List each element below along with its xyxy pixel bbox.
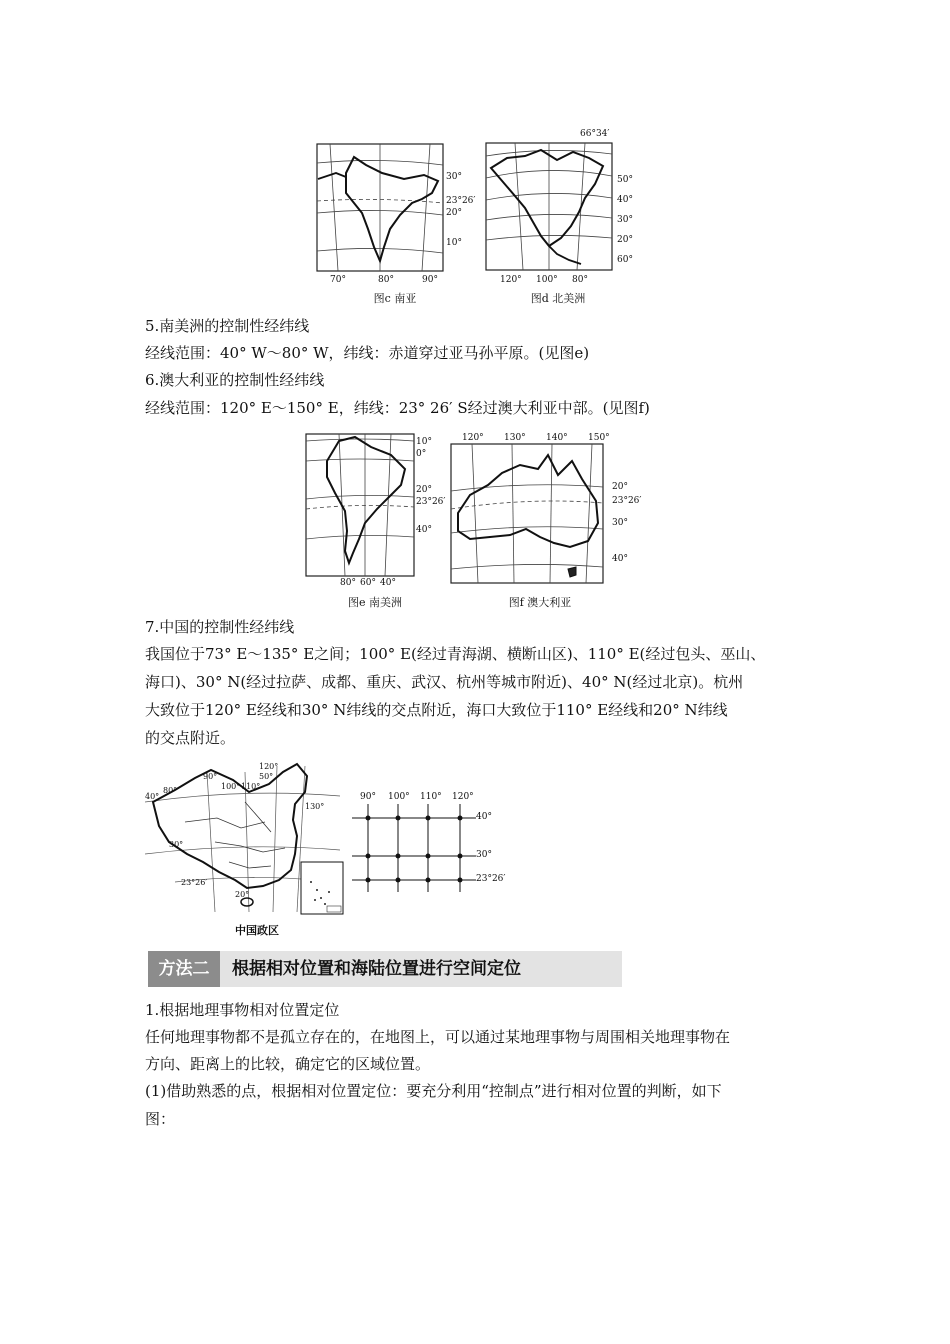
lat-label: 40°	[476, 812, 492, 822]
section-6-heading: 6.澳大利亚的控制性经纬线	[145, 371, 325, 389]
lon-label: 40°	[380, 578, 396, 588]
section-7-line: 大致位于120° E经线和30° N纬线的交点附近，海口大致位于110° E经线和20° N纬线	[145, 701, 728, 719]
china-map-caption: 中国政区	[235, 924, 279, 937]
figure-e-caption: 图e 南美洲	[347, 596, 402, 609]
lat-label: 30°	[476, 850, 492, 860]
lon-label: 90°	[422, 275, 438, 285]
figure-d-lat-labels	[580, 128, 609, 140]
map-label: 50°	[259, 772, 274, 781]
lat-label: 40°	[617, 195, 633, 205]
section-7-heading: 7.中国的控制性经纬线	[145, 618, 295, 636]
section-7-line: 的交点附近。	[145, 729, 236, 747]
lon-label: 140°	[546, 433, 568, 443]
map-label: 100°	[221, 782, 241, 791]
method-2-p1-heading: 1.根据地理事物相对位置定位	[145, 1001, 340, 1019]
section-7-line: 海口)、30° N(经过拉萨、成都、重庆、武汉、杭州等城市附近)、40° N(经过北京)。杭州	[145, 673, 744, 691]
lat-label: 23°26′	[446, 196, 476, 206]
figure-e-lat-labels	[416, 436, 445, 536]
lon-label: 130°	[504, 433, 526, 443]
figure-d-north-america-map	[485, 142, 615, 272]
method-2-banner	[148, 951, 622, 987]
figure-d-caption: 图d 北美洲	[530, 292, 586, 305]
lon-label: 100°	[388, 792, 410, 802]
lat-label: 10°	[416, 437, 432, 447]
figure-d-lat-labels-right	[617, 170, 633, 270]
lat-label: 50°	[617, 175, 633, 185]
lon-label: 80°	[340, 578, 356, 588]
lat-label: 20°	[416, 485, 432, 495]
map-label: 80°	[163, 786, 178, 795]
lon-label: 110°	[420, 792, 442, 802]
lat-label: 10°	[446, 238, 462, 248]
lon-label: 150°	[588, 433, 610, 443]
lat-label: 40°	[612, 554, 628, 564]
map-label: 90°	[203, 772, 218, 781]
section-5-heading: 5.南美洲的控制性经纬线	[145, 317, 310, 335]
map-label: 130°	[305, 802, 325, 811]
grid-lat-labels	[476, 812, 526, 892]
map-label: 40°	[145, 792, 160, 801]
figure-f-caption: 图f 澳大利亚	[508, 596, 572, 609]
method-2-tag: 方法二	[148, 951, 220, 987]
method-2-p1-line: 任何地理事物都不是孤立存在的，在地图上，可以通过某地理事物与周围相关地理事物在	[145, 1028, 731, 1046]
lon-label: 100°	[536, 275, 558, 285]
figure-e-south-america-map	[305, 433, 415, 578]
method-2-p2-line: 图：	[145, 1110, 176, 1128]
map-label: 20°	[235, 890, 250, 899]
lat-label: 30°	[446, 172, 462, 182]
lat-label: 20°	[617, 235, 633, 245]
lat-label: 30°	[612, 518, 628, 528]
lon-label: 80°	[378, 275, 394, 285]
lat-label: 40°	[416, 525, 432, 535]
lon-label: 60°	[360, 578, 376, 588]
lon-label: 120°	[500, 275, 522, 285]
lat-label: 20°	[612, 482, 628, 492]
method-2-p2-line: (1)借助熟悉的点，根据相对位置定位：要充分利用“控制点”进行相对位置的判断，如下	[145, 1082, 722, 1100]
lat-label: 66°34′	[580, 129, 610, 139]
figure-c-south-asia-map	[316, 143, 464, 273]
method-2-title: 根据相对位置和海陆位置进行空间定位	[232, 959, 521, 979]
lat-label: 0°	[416, 449, 427, 459]
figure-c-caption: 图c 南亚	[373, 292, 417, 305]
lat-label: 20°	[446, 208, 462, 218]
section-5-body: 经线范围：40° W～80° W，纬线：赤道穿过亚马孙平原。(见图e)	[145, 344, 590, 362]
lon-label: 120°	[462, 433, 484, 443]
map-label: 110°	[241, 782, 261, 791]
lat-label: 23°26′	[612, 496, 642, 506]
map-label: 120°	[259, 762, 279, 771]
method-2-p1-line: 方向、距离上的比较，确定它的区域位置。	[145, 1055, 431, 1073]
figure-f-australia-map	[450, 443, 610, 585]
map-label: 30°	[169, 840, 184, 849]
lon-label: 80°	[572, 275, 588, 285]
figure-c-lat-labels	[446, 171, 475, 249]
lat-label: 60°	[617, 255, 633, 265]
section-7-line: 我国位于73° E～135° E之间；100° E(经过青海湖、横断山区)、110° E(经过包头、巫山、	[145, 645, 766, 663]
lon-label: 90°	[360, 792, 376, 802]
lat-label: 23°26′	[476, 874, 506, 884]
lat-label: 23°26′	[416, 497, 446, 507]
section-6-body: 经线范围：120° E～150° E，纬线：23° 26′ S经过澳大利亚中部。(见图f)	[145, 399, 650, 417]
lat-label: 30°	[617, 215, 633, 225]
lon-label: 70°	[330, 275, 346, 285]
china-map-labels	[145, 762, 345, 920]
figure-f-lat-labels	[612, 480, 641, 566]
lat-lon-grid-diagram	[352, 792, 482, 892]
map-label: 23°26′	[181, 878, 208, 887]
lon-label: 120°	[452, 792, 474, 802]
